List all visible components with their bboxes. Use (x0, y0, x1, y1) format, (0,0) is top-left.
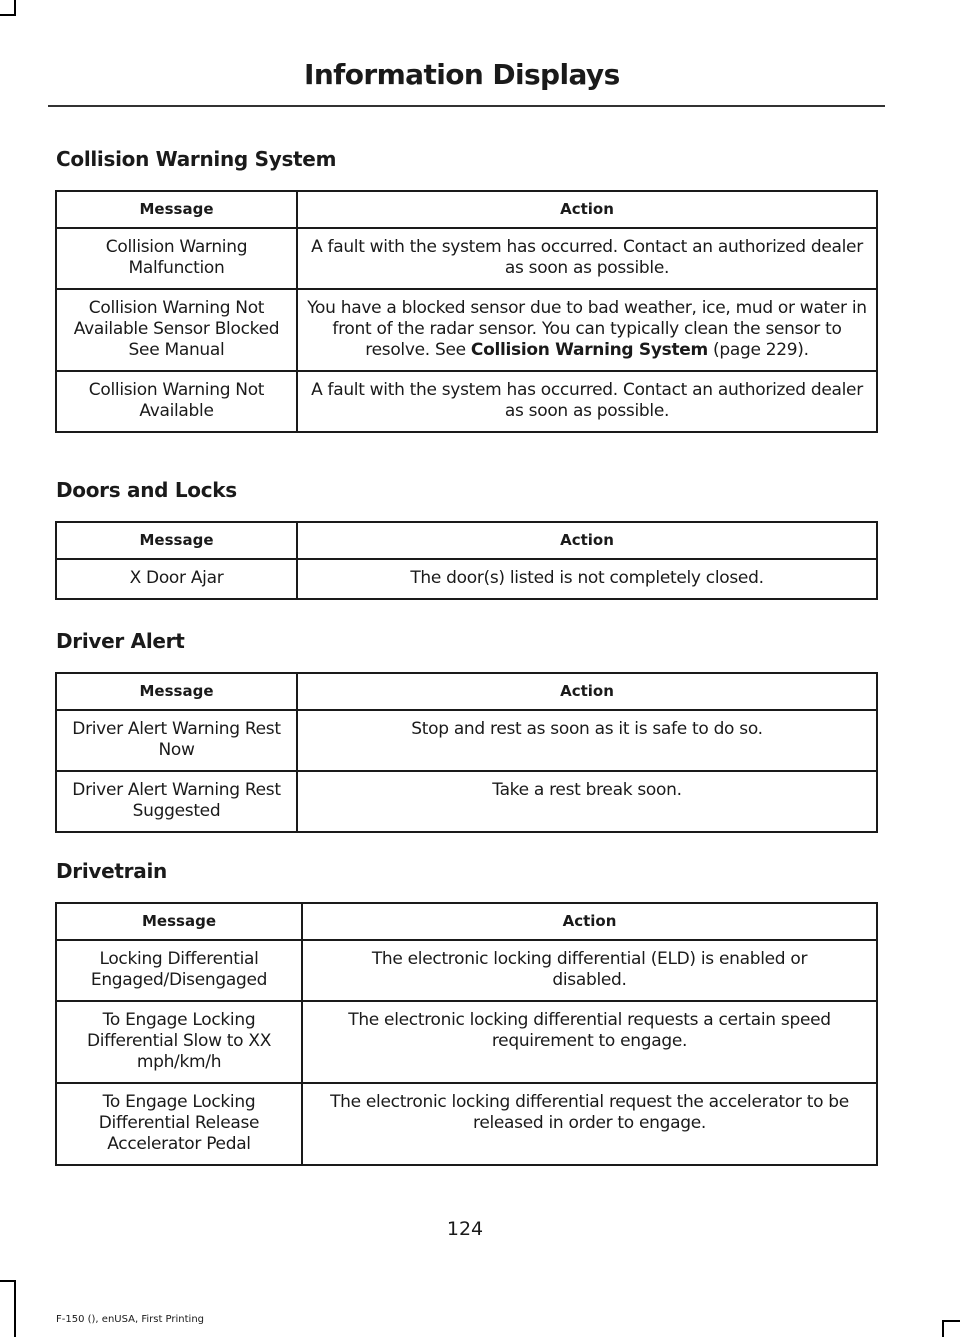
table-row (56, 1083, 877, 1165)
page-title: Information Displays (304, 58, 620, 91)
column-header-action: Action (302, 903, 877, 940)
action-cell: Stop and rest as soon as it is safe to do so. (297, 710, 877, 771)
column-header-message: Message (56, 673, 297, 710)
column-header-message: Message (56, 522, 297, 559)
column-header-action: Action (297, 191, 877, 228)
action-cell: The electronic locking differential requests a certain speed requirement to engage. (302, 1001, 877, 1083)
collision-warning-table (55, 190, 878, 433)
page-number: 124 (446, 1218, 484, 1240)
table-row (56, 771, 877, 832)
message-cell: X Door Ajar (56, 559, 297, 599)
column-header-action: Action (297, 522, 877, 559)
message-cell: Collision Warning Malfunction (56, 228, 297, 289)
column-header-message: Message (56, 903, 302, 940)
table-header-row (56, 191, 877, 228)
table-row (56, 940, 877, 1001)
table-header-row (56, 903, 877, 940)
message-cell: Driver Alert Warning Rest Now (56, 710, 297, 771)
section-heading-drivetrain: Drivetrain (56, 859, 167, 883)
section-heading-driver-alert: Driver Alert (56, 629, 185, 653)
action-cell: The electronic locking differential request the accelerator to be released in order to engage. (302, 1083, 877, 1165)
table-header-row (56, 522, 877, 559)
message-cell: To Engage Locking Differential Release Accelerator Pedal (56, 1083, 302, 1165)
action-cell: The electronic locking differential (ELD) is enabled or disabled. (302, 940, 877, 1001)
message-cell: Collision Warning Not Available Sensor Blocked See Manual (56, 289, 297, 371)
drivetrain-table (55, 902, 878, 1166)
table-row (56, 289, 877, 371)
action-text: You have a blocked sensor due to bad weather, ice, mud or water in front of the radar sensor. You can typically clean the sensor to resolve. See (307, 298, 867, 360)
page-reference-link[interactable]: Collision Warning System (470, 340, 708, 360)
message-cell: To Engage Locking Differential Slow to XX mph/km/h (56, 1001, 302, 1083)
table-row (56, 559, 877, 599)
table-row (56, 710, 877, 771)
table-row (56, 371, 877, 432)
crop-mark (942, 1320, 960, 1322)
header-rule (48, 105, 885, 107)
crop-mark (0, 14, 16, 16)
message-cell: Collision Warning Not Available (56, 371, 297, 432)
table-row (56, 228, 877, 289)
column-header-action: Action (297, 673, 877, 710)
crop-mark (0, 1280, 16, 1282)
section-heading-collision-warning: Collision Warning System (56, 147, 337, 171)
crop-mark (14, 1280, 16, 1337)
crop-mark (942, 1320, 944, 1337)
column-header-message: Message (56, 191, 297, 228)
message-cell: Locking Differential Engaged/Disengaged (56, 940, 302, 1001)
action-text: (page 229). (707, 340, 809, 360)
table-header-row (56, 673, 877, 710)
footer-edition-note: F-150 (), enUSA, First Printing (56, 1314, 205, 1325)
message-cell: Driver Alert Warning Rest Suggested (56, 771, 297, 832)
driver-alert-table (55, 672, 878, 833)
section-heading-doors-and-locks: Doors and Locks (56, 478, 237, 502)
action-cell (297, 289, 877, 371)
action-cell: A fault with the system has occurred. Contact an authorized dealer as soon as possible. (297, 228, 877, 289)
table-row (56, 1001, 877, 1083)
action-cell: The door(s) listed is not completely closed. (297, 559, 877, 599)
doors-and-locks-table (55, 521, 878, 600)
action-cell: A fault with the system has occurred. Contact an authorized dealer as soon as possible. (297, 371, 877, 432)
action-cell: Take a rest break soon. (297, 771, 877, 832)
